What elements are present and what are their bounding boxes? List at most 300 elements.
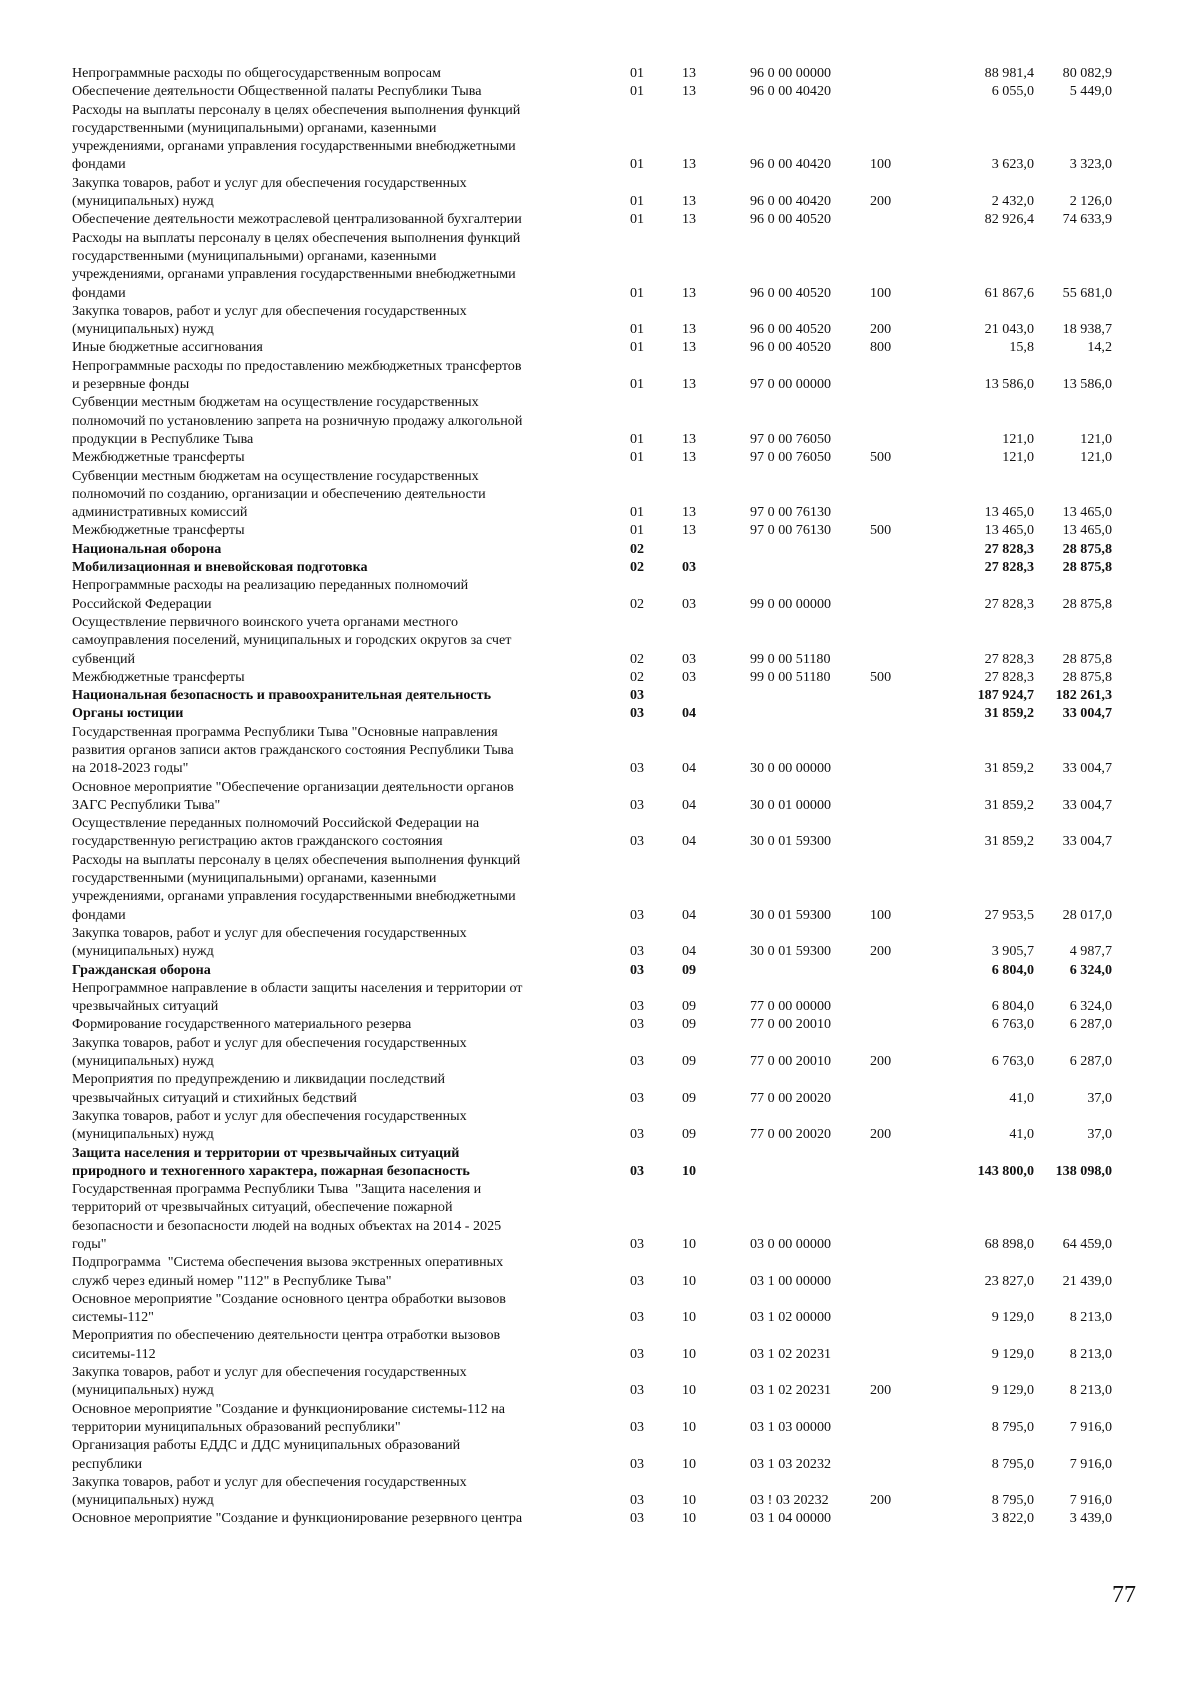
subsection-code: 04: [682, 760, 697, 777]
row-name: Межбюджетные трансферты: [72, 668, 245, 685]
expense-type-code: [862, 357, 918, 394]
row-name: Основное мероприятие "Создание и функционирование резервного центра: [72, 1510, 523, 1527]
expense-type-code: [862, 613, 918, 668]
expense-type-code: 200: [870, 1053, 892, 1070]
subsection-code: 10: [682, 1345, 697, 1362]
table-row: [72, 558, 1112, 576]
target-article-code: 03 1 02 00000: [750, 1309, 832, 1326]
target-article-code: 99 0 00 00000: [750, 595, 832, 612]
section-code: 01: [630, 65, 645, 81]
section-code: 03: [630, 1126, 645, 1143]
target-article-code: 03 1 02 20231: [750, 1345, 832, 1362]
row-name: Межбюджетные трансферты: [72, 449, 245, 466]
amount-year-1: 23 827,0: [984, 1272, 1034, 1289]
expense-type-code: [862, 961, 918, 979]
row-name: Иные бюджетные ассигнования: [72, 339, 263, 356]
target-article-code: 97 0 00 76130: [750, 504, 832, 521]
target-article-code: 96 0 00 40520: [750, 284, 832, 301]
subsection-code: 13: [682, 211, 697, 228]
section-code: 02: [630, 668, 645, 685]
row-name: Межбюджетные трансферты: [72, 522, 245, 539]
amount-year-1: 27 828,3: [984, 540, 1034, 557]
row-name: Основное мероприятие "Обеспечение организации деятельности органов ЗАГС Республики Тыва": [72, 778, 514, 813]
amount-year-2: 8 213,0: [1069, 1345, 1112, 1362]
table-row: [72, 851, 1112, 924]
row-name: Субвенции местным бюджетам на осуществление государственных полномочий по установлению запрета на розничную продажу алкогольной продукции в Республике Тыва: [72, 394, 523, 447]
expense-type-code: [862, 1253, 918, 1290]
amount-year-2: 33 004,7: [1062, 760, 1112, 777]
target-article-code: 77 0 00 20020: [750, 1126, 832, 1143]
expense-type-code: 200: [870, 943, 892, 960]
row-name: Расходы на выплаты персоналу в целях обеспечения выполнения функций государственными (муниципальными) органами, казенными учреждениями, органами управления государственными внебюджетными фондами: [72, 229, 521, 301]
section-code: 01: [630, 284, 645, 301]
amount-year-1: 3 623,0: [991, 156, 1034, 173]
expense-type-code: [862, 540, 918, 558]
section-code: 01: [630, 376, 645, 393]
section-code: 01: [630, 321, 645, 338]
table-row: [72, 1363, 1112, 1400]
amount-year-2: 28 875,8: [1062, 559, 1112, 576]
target-article-code: 77 0 00 20020: [750, 1089, 832, 1106]
section-code: 03: [630, 961, 645, 978]
amount-year-1: 6 055,0: [991, 83, 1034, 100]
row-name: Обеспечение деятельности Общественной палаты Республики Тыва: [72, 83, 482, 100]
subsection-code: 13: [682, 504, 697, 521]
row-name: Основное мероприятие "Создание основного центра обработки вызовов системы-112": [72, 1290, 506, 1326]
table-row: [72, 576, 1112, 613]
table-row: [72, 979, 1112, 1016]
subsection-code: 03: [682, 668, 697, 685]
target-article-code: 99 0 00 51180: [750, 650, 831, 667]
table-row: [72, 448, 1112, 466]
row-name: Национальная оборона: [72, 540, 222, 557]
expense-type-code: [862, 64, 918, 82]
amount-year-1: 13 586,0: [984, 376, 1034, 393]
section-code: 03: [630, 906, 645, 923]
target-article-code: 97 0 00 76130: [750, 522, 832, 539]
section-code: 03: [630, 1510, 645, 1527]
amount-year-2: 33 004,7: [1062, 705, 1112, 722]
table-row: [72, 814, 1112, 851]
target-article-code: [736, 1144, 862, 1181]
table-row: [72, 778, 1112, 815]
subsection-code: 04: [682, 906, 697, 923]
table-row: [72, 704, 1112, 722]
table-row: [72, 357, 1112, 394]
amount-year-2: 80 082,9: [1062, 65, 1112, 81]
amount-year-2: 28 875,8: [1062, 668, 1112, 685]
target-article-code: 03 1 00 00000: [750, 1272, 832, 1289]
amount-year-1: 41,0: [1009, 1089, 1034, 1106]
table-row: [72, 82, 1112, 100]
target-article-code: 96 0 00 40420: [750, 193, 832, 210]
amount-year-1: 9 129,0: [991, 1309, 1034, 1326]
section-code: 03: [630, 998, 645, 1015]
amount-year-1: 8 795,0: [991, 1418, 1034, 1435]
row-name: Государственная программа Республики Тыва "Защита населения и территорий от чрезвычайных ситуаций, обеспечение пожарной безопасности и безопасности людей на водных объектах на 2014 - 2025 годы": [72, 1181, 502, 1252]
amount-year-2: 14,2: [1087, 339, 1112, 356]
section-code: 03: [630, 943, 645, 960]
section-code: 03: [630, 1309, 645, 1326]
amount-year-2: 18 938,7: [1062, 321, 1112, 338]
target-article-code: 03 ! 03 20232: [750, 1492, 829, 1509]
section-code: 03: [630, 833, 645, 850]
subsection-code: [676, 540, 736, 558]
expense-type-code: 200: [870, 1126, 892, 1143]
section-code: 01: [630, 193, 645, 210]
amount-year-2: 8 213,0: [1069, 1382, 1112, 1399]
expense-type-code: 100: [870, 284, 892, 301]
amount-year-2: 138 098,0: [1055, 1162, 1112, 1179]
section-code: 03: [630, 760, 645, 777]
amount-year-2: 21 439,0: [1062, 1272, 1112, 1289]
row-name: Гражданская оборона: [72, 961, 211, 978]
table-row: [72, 1290, 1112, 1327]
subsection-code: 10: [682, 1272, 697, 1289]
amount-year-2: 4 987,7: [1069, 943, 1112, 960]
amount-year-2: 3 323,0: [1069, 156, 1112, 173]
table-row: [72, 101, 1112, 174]
target-article-code: 99 0 00 51180: [750, 668, 831, 685]
table-row: [72, 1473, 1112, 1510]
table-row: [72, 1034, 1112, 1071]
target-article-code: 77 0 00 00000: [750, 998, 832, 1015]
table-row: [72, 1509, 1112, 1527]
section-code: 03: [630, 1345, 645, 1362]
subsection-code: 09: [682, 1053, 697, 1070]
amount-year-1: 27 828,3: [984, 595, 1034, 612]
expense-type-code: 200: [870, 1382, 892, 1399]
amount-year-1: 6 763,0: [991, 1053, 1034, 1070]
amount-year-2: 74 633,9: [1062, 211, 1112, 228]
table-row: [72, 686, 1112, 704]
row-name: Закупка товаров, работ и услуг для обеспечения государственных (муниципальных) нужд: [72, 1473, 467, 1509]
section-code: 03: [630, 705, 645, 722]
target-article-code: [736, 704, 862, 722]
row-name: Расходы на выплаты персоналу в целях обеспечения выполнения функций государственными (муниципальными) органами, казенными учреждениями, органами управления государственными внебюджетными фондами: [72, 101, 521, 173]
subsection-code: 09: [682, 1126, 697, 1143]
table-row: [72, 924, 1112, 961]
subsection-code: 03: [682, 559, 697, 576]
amount-year-1: 31 859,2: [984, 833, 1034, 850]
row-name: Осуществление переданных полномочий Российской Федерации на государственную регистрацию актов гражданского состояния: [72, 815, 480, 850]
expense-type-code: [862, 576, 918, 613]
target-article-code: 97 0 00 76050: [750, 449, 832, 466]
amount-year-1: 82 926,4: [984, 211, 1034, 228]
amount-year-2: 13 586,0: [1062, 376, 1112, 393]
amount-year-2: 6 324,0: [1069, 998, 1112, 1015]
row-name: Защита населения и территории от чрезвычайных ситуаций природного и техногенного характера, пожарная безопасность: [72, 1144, 470, 1179]
section-code: 01: [630, 449, 645, 466]
subsection-code: 10: [682, 1510, 697, 1527]
table-row: [72, 467, 1112, 522]
subsection-code: 13: [682, 65, 697, 81]
amount-year-1: 9 129,0: [991, 1345, 1034, 1362]
amount-year-1: 2 432,0: [991, 193, 1034, 210]
amount-year-1: 3 822,0: [991, 1510, 1034, 1527]
amount-year-1: 8 795,0: [991, 1455, 1034, 1472]
table-row: [72, 613, 1112, 668]
amount-year-2: 2 126,0: [1069, 193, 1112, 210]
subsection-code: 10: [682, 1455, 697, 1472]
expense-type-code: 100: [870, 906, 892, 923]
table-row: [72, 393, 1112, 448]
target-article-code: 03 1 03 20232: [750, 1455, 832, 1472]
section-code: 01: [630, 430, 645, 447]
section-code: 03: [630, 1053, 645, 1070]
section-code: 03: [630, 796, 645, 813]
row-name: Органы юстиции: [72, 705, 184, 722]
row-name: Субвенции местным бюджетам на осуществление государственных полномочий по созданию, организации и обеспечению деятельности административных комиссий: [72, 467, 486, 521]
amount-year-1: 88 981,4: [984, 65, 1034, 81]
target-article-code: 96 0 00 40520: [750, 339, 832, 356]
amount-year-1: 9 129,0: [991, 1382, 1034, 1399]
expense-type-code: [862, 558, 918, 576]
table-row: [72, 229, 1112, 302]
subsection-code: 13: [682, 339, 697, 356]
target-article-code: 30 0 01 59300: [750, 943, 832, 960]
budget-table: [72, 64, 1112, 1528]
table-row: [72, 1107, 1112, 1144]
amount-year-2: 13 465,0: [1062, 522, 1112, 539]
amount-year-1: 187 924,7: [977, 687, 1034, 704]
row-name: Непрограммные расходы на реализацию переданных полномочий Российской Федерации: [72, 577, 469, 612]
subsection-code: 09: [682, 1089, 697, 1106]
table-row: [72, 521, 1112, 539]
row-name: Основное мероприятие "Создание и функционирование системы-112 на территории муниципальных образований республики": [72, 1400, 506, 1435]
amount-year-1: 13 465,0: [984, 522, 1034, 539]
table-row: [72, 1070, 1112, 1107]
expense-type-code: [862, 814, 918, 851]
row-name: Мероприятия по предупреждению и ликвидации последствий чрезвычайных ситуаций и стихийных бедствий: [72, 1071, 446, 1106]
target-article-code: [736, 558, 862, 576]
amount-year-1: 8 795,0: [991, 1492, 1034, 1509]
table-row: [72, 961, 1112, 979]
expense-type-code: 500: [870, 668, 892, 685]
amount-year-2: 37,0: [1087, 1126, 1112, 1143]
amount-year-2: 5 449,0: [1069, 83, 1112, 100]
expense-type-code: 100: [870, 156, 892, 173]
subsection-code: 09: [682, 998, 697, 1015]
amount-year-1: 61 867,6: [984, 284, 1034, 301]
table-row: [72, 668, 1112, 686]
amount-year-2: 3 439,0: [1069, 1510, 1112, 1527]
amount-year-1: 121,0: [1002, 430, 1034, 447]
subsection-code: 13: [682, 430, 697, 447]
table-row: [72, 1400, 1112, 1437]
expense-type-code: 200: [870, 1492, 892, 1509]
row-name: Закупка товаров, работ и услуг для обеспечения государственных (муниципальных) нужд: [72, 174, 467, 210]
subsection-code: 13: [682, 522, 697, 539]
row-name: Закупка товаров, работ и услуг для обеспечения государственных (муниципальных) нужд: [72, 924, 467, 960]
section-code: 01: [630, 522, 645, 539]
subsection-code: 10: [682, 1236, 697, 1252]
subsection-code: 10: [682, 1309, 697, 1326]
amount-year-1: 3 905,7: [991, 943, 1034, 960]
section-code: 03: [630, 1236, 645, 1252]
row-name: Закупка товаров, работ и услуг для обеспечения государственных (муниципальных) нужд: [72, 302, 467, 338]
amount-year-1: 68 898,0: [984, 1236, 1034, 1252]
row-name: Обеспечение деятельности межотраслевой централизованной бухгалтерии: [72, 211, 522, 228]
subsection-code: 10: [682, 1492, 697, 1509]
section-code: 02: [630, 595, 645, 612]
row-name: Непрограммные расходы по предоставлению межбюджетных трансфертов и резервные фонды: [72, 357, 522, 393]
section-code: 01: [630, 504, 645, 521]
amount-year-2: 6 324,0: [1069, 961, 1112, 978]
subsection-code: 13: [682, 449, 697, 466]
expense-type-code: [862, 979, 918, 1016]
subsection-code: 10: [682, 1418, 697, 1435]
row-name: Закупка товаров, работ и услуг для обеспечения государственных (муниципальных) нужд: [72, 1107, 467, 1143]
section-code: 02: [630, 650, 645, 667]
amount-year-2: 182 261,3: [1055, 687, 1112, 704]
expense-type-code: [862, 393, 918, 448]
amount-year-1: 15,8: [1009, 339, 1034, 356]
target-article-code: 03 0 00 00000: [750, 1236, 832, 1252]
subsection-code: 13: [682, 376, 697, 393]
target-article-code: 03 1 04 00000: [750, 1510, 832, 1527]
section-code: 01: [630, 211, 645, 228]
amount-year-1: 13 465,0: [984, 504, 1034, 521]
target-article-code: 96 0 00 40520: [750, 321, 832, 338]
subsection-code: 13: [682, 83, 697, 100]
table-row: [72, 1253, 1112, 1290]
section-code: 03: [630, 1162, 645, 1179]
subsection-code: 04: [682, 943, 697, 960]
amount-year-2: 121,0: [1080, 430, 1112, 447]
subsection-code: 10: [682, 1162, 697, 1179]
target-article-code: 30 0 01 59300: [750, 906, 832, 923]
section-code: 03: [630, 1089, 645, 1106]
target-article-code: 96 0 00 40420: [750, 83, 832, 100]
amount-year-2: 121,0: [1080, 449, 1112, 466]
amount-year-2: 28 017,0: [1062, 906, 1112, 923]
section-code: 02: [630, 540, 645, 557]
amount-year-1: 31 859,2: [984, 796, 1034, 813]
target-article-code: 97 0 00 76050: [750, 430, 832, 447]
row-name: Мобилизационная и вневойсковая подготовка: [72, 559, 368, 576]
expense-type-code: [862, 1144, 918, 1181]
expense-type-code: [862, 1070, 918, 1107]
expense-type-code: [862, 704, 918, 722]
expense-type-code: [862, 1509, 918, 1527]
amount-year-1: 27 828,3: [984, 668, 1034, 685]
expense-type-code: [862, 210, 918, 228]
budget-table-body: [72, 64, 1112, 1528]
subsection-code: 04: [682, 833, 697, 850]
amount-year-2: 64 459,0: [1062, 1236, 1112, 1252]
table-row: [72, 1144, 1112, 1181]
amount-year-2: 7 916,0: [1069, 1418, 1112, 1435]
amount-year-2: 28 875,8: [1062, 595, 1112, 612]
subsection-code: [676, 686, 736, 704]
amount-year-2: 8 213,0: [1069, 1309, 1112, 1326]
target-article-code: [736, 686, 862, 704]
table-row: [72, 1015, 1112, 1033]
amount-year-2: 33 004,7: [1062, 796, 1112, 813]
amount-year-2: 6 287,0: [1069, 1053, 1112, 1070]
section-code: 03: [630, 1492, 645, 1509]
target-article-code: 30 0 01 59300: [750, 833, 832, 850]
table-row: [72, 540, 1112, 558]
amount-year-2: 37,0: [1087, 1089, 1112, 1106]
row-name: Закупка товаров, работ и услуг для обеспечения государственных (муниципальных) нужд: [72, 1364, 467, 1399]
row-name: Государственная программа Республики Тыва "Основные направления развития органов записи актов гражданского состояния Республики Тыва на 2018-2023 годы": [72, 723, 514, 777]
table-row: [72, 1180, 1112, 1253]
section-code: 01: [630, 156, 645, 173]
expense-type-code: 500: [870, 522, 892, 539]
target-article-code: 03 1 02 20231: [750, 1382, 832, 1399]
target-article-code: [736, 540, 862, 558]
row-name: Мероприятия по обеспечению деятельности центра отработки вызовов сиситемы-112: [72, 1327, 501, 1362]
amount-year-2: 28 875,8: [1062, 650, 1112, 667]
row-name: Организация работы ЕДДС и ДДС муниципальных образований республики: [72, 1437, 461, 1472]
amount-year-1: 27 828,3: [984, 559, 1034, 576]
expense-type-code: [862, 778, 918, 815]
target-article-code: 77 0 00 20010: [750, 1053, 832, 1070]
expense-type-code: [862, 467, 918, 522]
section-code: 03: [630, 1455, 645, 1472]
amount-year-1: 6 804,0: [991, 961, 1034, 978]
row-name: Подпрограмма "Система обеспечения вызова экстренных оперативных служб через единый номер "112" в Республике Тыва": [72, 1254, 504, 1289]
target-article-code: 96 0 00 40420: [750, 156, 832, 173]
subsection-code: 09: [682, 961, 697, 978]
target-article-code: 03 1 03 00000: [750, 1418, 832, 1435]
amount-year-1: 41,0: [1009, 1126, 1034, 1143]
expense-type-code: [862, 82, 918, 100]
amount-year-1: 31 859,2: [984, 705, 1034, 722]
table-row: [72, 64, 1112, 82]
row-name: Непрограммные расходы по общегосударственным вопросам: [72, 65, 441, 81]
subsection-code: 10: [682, 1382, 697, 1399]
section-code: 03: [630, 1272, 645, 1289]
expense-type-code: [862, 1436, 918, 1473]
amount-year-2: 33 004,7: [1062, 833, 1112, 850]
expense-type-code: [862, 723, 918, 778]
subsection-code: 13: [682, 156, 697, 173]
table-row: [72, 210, 1112, 228]
section-code: 03: [630, 1382, 645, 1399]
table-row: [72, 1326, 1112, 1363]
amount-year-2: 7 916,0: [1069, 1492, 1112, 1509]
table-row: [72, 1436, 1112, 1473]
target-article-code: 97 0 00 00000: [750, 376, 832, 393]
expense-type-code: [862, 1290, 918, 1327]
amount-year-1: 31 859,2: [984, 760, 1034, 777]
page-number: 77: [1112, 1582, 1136, 1608]
target-article-code: 96 0 00 40520: [750, 211, 832, 228]
row-name: Осуществление первичного воинского учета органами местного самоуправления поселений, муниципальных и городских округов за счет субвенций: [72, 613, 512, 667]
expense-type-code: [862, 1400, 918, 1437]
amount-year-2: 28 875,8: [1062, 540, 1112, 557]
subsection-code: 13: [682, 321, 697, 338]
expense-type-code: [862, 1015, 918, 1033]
subsection-code: 13: [682, 284, 697, 301]
target-article-code: 30 0 01 00000: [750, 796, 832, 813]
amount-year-2: 55 681,0: [1062, 284, 1112, 301]
subsection-code: 09: [682, 1016, 697, 1033]
subsection-code: 04: [682, 796, 697, 813]
expense-type-code: [862, 1326, 918, 1363]
table-row: [72, 338, 1112, 356]
target-article-code: [736, 961, 862, 979]
expense-type-code: 800: [870, 339, 892, 356]
amount-year-1: 143 800,0: [977, 1162, 1034, 1179]
table-row: [72, 174, 1112, 211]
amount-year-2: 7 916,0: [1069, 1455, 1112, 1472]
amount-year-1: 121,0: [1002, 449, 1034, 466]
row-name: Расходы на выплаты персоналу в целях обеспечения выполнения функций государственными (муниципальными) органами, казенными учреждениями, органами управления государственными внебюджетными фондами: [72, 851, 521, 923]
